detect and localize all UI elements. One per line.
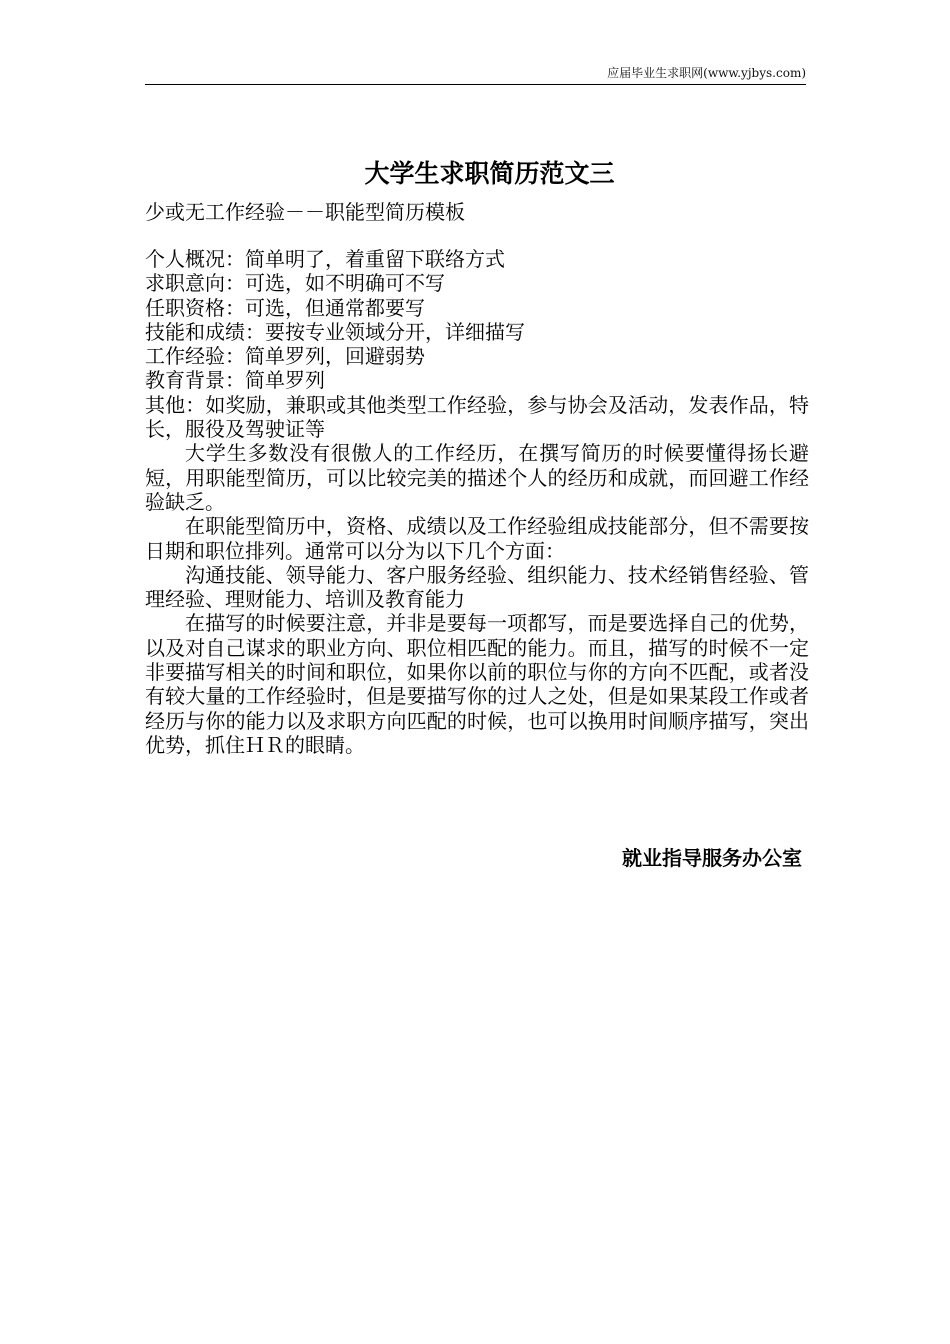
body-paragraph: 在职能型简历中，资格、成绩以及工作经验组成技能部分，但不需要按日期和职位排列。通常可以分为以下几个方面： (145, 514, 809, 563)
body-paragraph: 在描写的时候要注意，并非是要每一项都写，而是要选择自己的优势，以及对自己谋求的职业方向、职位相匹配的能力。而且，描写的时候不一定非要描写相关的时间和职位，如果你以前的职位与你的方向不匹配，或者没有较大量的工作经验时，但是要描写你的过人之处，但是如果某段工作或者经历与你的能力以及求职方向匹配的时候，也可以换用时间顺序描写，突出优势，抓住ＨＲ的眼睛。 (145, 611, 809, 757)
outline-item-skills: 技能和成绩：要按专业领域分开，详细描写 (145, 319, 525, 344)
body-paragraph: 大学生多数没有很傲人的工作经历，在撰写简历的时候要懂得扬长避短，用职能型简历，可以比较完美的描述个人的经历和成就，而回避工作经验缺乏。 (145, 441, 809, 514)
header-site-name: 应届毕业生求职网(www.yjbys.com) (607, 66, 806, 80)
outline-item-objective: 求职意向：可选，如不明确可不写 (145, 271, 445, 296)
document-title: 大学生求职简历范文三 (364, 159, 615, 188)
document-body (145, 247, 809, 757)
signature-office: 就业指导服务办公室 (622, 846, 802, 870)
body-paragraph: 沟通技能、领导能力、客户服务经验、组织能力、技术经销售经验、管理经验、理财能力、培训及教育能力 (145, 562, 809, 612)
outline-item-other: 其他：如奖励，兼职或其他类型工作经验，参与协会及活动，发表作品，特长，服役及驾驶证等 (145, 392, 809, 442)
outline-item-qualifications: 任职资格：可选，但通常都要写 (145, 295, 425, 320)
document-subtitle: 少或无工作经验－－职能型简历模板 (145, 200, 465, 224)
outline-item-education: 教育背景：简单罗列 (145, 368, 325, 393)
outline-item-profile: 个人概况：简单明了，着重留下联络方式 (145, 247, 505, 271)
outline-item-experience: 工作经验：简单罗列，回避弱势 (145, 344, 425, 369)
page-header (145, 64, 806, 85)
